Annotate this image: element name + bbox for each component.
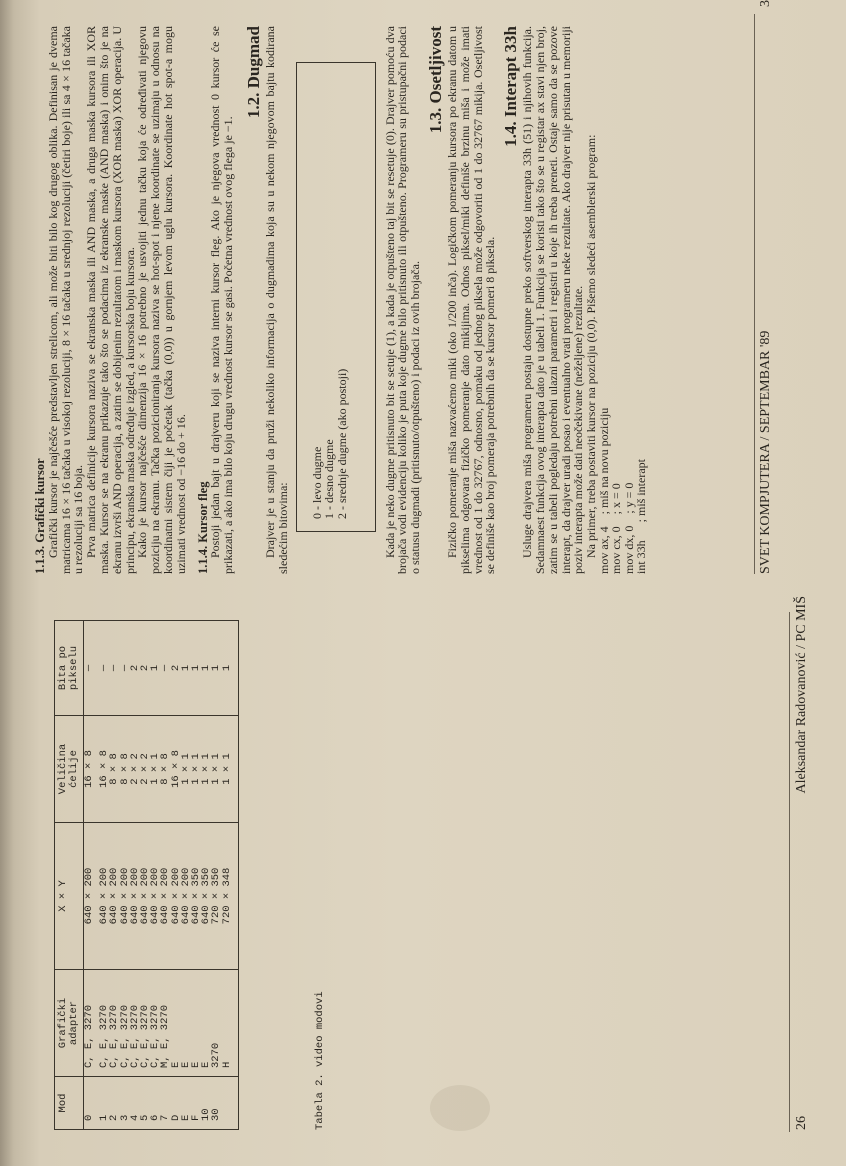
table-cell: 720 × 350	[211, 823, 221, 970]
table-cell: 2 × 2	[140, 716, 150, 823]
table-row	[94, 621, 109, 1130]
table-cell: 1 × 1	[211, 716, 221, 823]
table-header: Bita po pikselu	[55, 621, 84, 716]
table-cell: 640 × 200	[140, 823, 150, 970]
table-cell: 16 × 8	[94, 716, 109, 823]
table-cell: 2	[171, 621, 181, 716]
table-cell: 1	[191, 621, 201, 716]
footer-rule	[789, 612, 790, 1132]
table-cell: 4	[130, 1077, 140, 1130]
chapter-heading: 1.2. Dugmad	[243, 26, 263, 119]
table-cell: 640 × 200	[150, 823, 160, 970]
table-cell: 3270	[211, 970, 221, 1077]
table-cell: 640 × 350	[201, 823, 211, 970]
table-cell: C, E, 3270	[120, 970, 130, 1077]
table-cell: F	[191, 1077, 201, 1130]
table-cell: 640 × 200	[120, 823, 130, 970]
paragraph: Fizičko pomeranje miša nazvaćemo miki (oko 1/200 inča). Logičkom pomeranju kursora po ekranu datom u pikselima odgovara fizičko pomeranje dato mikijima. Odnos piksel/miki definiše brzinu miša i može imati vrednost od 1 do 32767, odnosno, pomaku od jednog piksela može odgovoriti od 1 do 32767 mikija. Osetljivost se definiše kao broj pomeraja potrebnih da se kursor pomeri 8 piksela.	[444, 26, 498, 574]
table-cell: 1	[222, 621, 239, 716]
table-cell: 640 × 200	[181, 823, 191, 970]
table-cell: 8 × 8	[109, 716, 119, 823]
table-cell: C, E, 3270	[140, 970, 150, 1077]
table-cell: E	[201, 970, 211, 1077]
table-cell: E	[181, 1077, 191, 1130]
code-line: mov cx, 0 ; x = 0	[609, 483, 624, 574]
table-cell: D	[171, 1077, 181, 1130]
table-cell: 1 × 1	[181, 716, 191, 823]
table-header: Grafički adapter	[55, 970, 84, 1077]
table-cell: 1	[94, 1077, 109, 1130]
table-cell: C, E, 3270	[130, 970, 140, 1077]
table-cell: H	[222, 970, 239, 1077]
footer-rule	[754, 14, 755, 574]
table-cell: 2	[130, 621, 140, 716]
table-cell: 16 × 8	[84, 716, 95, 823]
table-cell: C, E, 3270	[150, 970, 160, 1077]
paragraph: Drajver je u stanju da pruži nekoliko informacija o dugmadima koja su u nekom njegovom bajtu kodirana sledećim bitovima:	[262, 26, 290, 574]
table-cell: 640 × 200	[94, 823, 109, 970]
table-cell: —	[160, 621, 170, 716]
table-cell: —	[109, 621, 119, 716]
table-cell: 1	[181, 621, 191, 716]
table-cell: 640 × 200	[109, 823, 119, 970]
section-heading: 1.1.4. Kursor fleg	[195, 481, 210, 574]
table-cell: 1 × 1	[201, 716, 211, 823]
footer-magazine: SVET KOMPJUTERA / SEPTEMBAR '89	[758, 330, 773, 574]
table-cell: 3	[120, 1077, 130, 1130]
table-cell: C, E, 3270	[94, 970, 109, 1077]
table-cell: 1 × 1	[222, 716, 239, 823]
table-header-row	[55, 621, 84, 1130]
table-cell: —	[84, 621, 95, 716]
code-line: mov dx, 0 ; y = 0	[621, 482, 636, 574]
table-cell: 640 × 350	[191, 823, 201, 970]
chapter-heading: 1.4. Interapt 33h	[501, 26, 521, 147]
table-cell: E	[181, 970, 191, 1077]
footer-author: Aleksandar Radovanović / PC MIŠ	[794, 596, 809, 794]
left-page	[36, 596, 816, 1130]
table-cell: 1	[150, 621, 160, 716]
paragraph: Postoji jedan bajt u drajveru koji se naziva interni kursor fleg. Ako je njegova vrednost 0 kursor će se prikazati, a ako ima bilo koju drugu vrednost kursor se gasi. Početna vrednost ovog flega je −1.	[208, 26, 236, 574]
table-caption: Tabela 2. video modovi	[314, 991, 326, 1130]
table-cell: 1	[211, 621, 221, 716]
table-cell: 8 × 8	[120, 716, 130, 823]
code-line: int 33h ; miš interapt	[634, 459, 649, 574]
table-row	[222, 621, 239, 1130]
table-cell: —	[120, 621, 130, 716]
paragraph: Kada je neko dugme pritisnuto bit se setuje (1), a kada je otpušteno taj bit se resetuje (0). Drajver pomoću dva brojača vodi evidenciju koliko je puta koje dugme bilo pritisnuto ili otpušteno. Programeru su pristupačni podaci o statusu dugmadi (pritisnuto/otpušteno) i podaci iz ovih brojača.	[382, 26, 423, 574]
table-cell: 2	[109, 1077, 119, 1130]
table-cell: 5	[140, 1077, 150, 1130]
code-line: mov ax, 4 ; miš na novu poziciju	[596, 407, 611, 574]
table-cell: 1 × 1	[191, 716, 201, 823]
table-cell: 1 × 1	[150, 716, 160, 823]
table-cell: 6	[150, 1077, 160, 1130]
table-header: X × Y	[55, 823, 84, 970]
box-line: 2 - srednje dugme (ako postoji)	[334, 368, 349, 519]
table-cell: 30	[211, 1077, 221, 1130]
table-cell: 0	[84, 1077, 95, 1130]
paragraph: Grafički kursor je najčešće predstavljen strelicom, ali može biti bilo kog drugog oblika. Definisan je dvema matricama 16 × 16 tačaka u visokoj rezoluciji, 8 × 16 tačaka u srednjoj rezoluciji (četiri boje) ili sa 4 × 16 tačaka u rezoluciji sa 16 boja.	[45, 26, 86, 574]
table-header: Mod	[55, 1077, 84, 1130]
table-cell	[222, 1077, 239, 1130]
table-cell: 640 × 200	[130, 823, 140, 970]
table-cell: 640 × 200	[84, 823, 95, 970]
right-page	[33, 0, 814, 574]
table-cell: C, E, 3270	[84, 970, 95, 1077]
table-cell: 16 × 8	[171, 716, 181, 823]
page-number: 26	[794, 1116, 809, 1130]
paragraph: Na primer, treba postaviti kursor na poziciju (0,0). Pišemo sledeći asemblerski program:	[584, 134, 599, 558]
table-cell: E	[171, 970, 181, 1077]
table-cell: 8 × 8	[160, 716, 170, 823]
table-cell: 1	[201, 621, 211, 716]
paragraph: Prva matrica definicije kursora naziva se ekranska maska ili AND maska, a druga maska kursora ili XOR maska. Kursor se na ekranu prikazuje tako što se podacima iz ekranske maske (AND maska) i onim što je na ekranu izvrši AND operacija, a zatim se dobijenim rezultatom i maskom kursora (XOR maska) XOR operacija. U principu, ekranska maska određuje izgled, a kursorska boju kursora.	[84, 26, 137, 574]
table-cell: 2 × 2	[130, 716, 140, 823]
table-cell: E	[191, 970, 201, 1077]
section-heading: 1.1.3. Grafički kursor	[33, 458, 47, 574]
chapter-heading: 1.3. Osetljivost	[425, 26, 445, 134]
table-header: Veličina ćelije	[55, 716, 84, 823]
video-modes-table	[54, 620, 239, 1130]
paragraph: Usluge drajvera miša programeru postaju dostupne preko softverskog interapta 33h (51) i njihovih funkcija. Sedamnaest funkcija ovog interapta dato je u tabeli 1. Funkcija se koristi tako što se u registar ax stavi njen broj, zatim se u tabeli pogledaju potrebni ulazni parametri i registri u koje ih treba preneti. Ostaje samo da se pozove interapt, da drajver uradi posao i eventualno vrati programeru neke rezultate. Ako drajver nije prisutan u memoriji poziv interapta može dati neočekivane (neželjene) rezultate.	[520, 26, 586, 574]
table-cell: 2	[140, 621, 150, 716]
table-row	[84, 621, 95, 1130]
paragraph: Kako je kursor najčešće dimenzija 16 × 16 potrebno je usvojiti jednu tačku koja će određivati njegovu poziciju na ekranu. Tačka pozicioniranja kursora naziva se hot-spot i njene koordinate se uzimaju u odnosu na koordinatni sistem čiji je početak (tačka (0,0)) u gornjem levom uglu kursora. Koordinate hot spot-a mogu uzimati vrednost od −16 do + 16.	[135, 26, 188, 574]
table-cell: 640 × 200	[171, 823, 181, 970]
table-cell: 640 × 200	[160, 823, 170, 970]
box-line: 0 - levo dugme	[309, 446, 324, 519]
table-cell: 720 × 348	[222, 823, 239, 970]
table-cell: M, E, 3270	[160, 970, 170, 1077]
page-number: 3	[758, 0, 773, 7]
table-cell: —	[94, 621, 109, 716]
table-cell: 10	[201, 1077, 211, 1130]
table-cell: 7	[160, 1077, 170, 1130]
box-line: 1 - desno dugme	[322, 439, 337, 519]
button-bits-box	[296, 62, 376, 532]
table-cell: C, E, 3270	[109, 970, 119, 1077]
